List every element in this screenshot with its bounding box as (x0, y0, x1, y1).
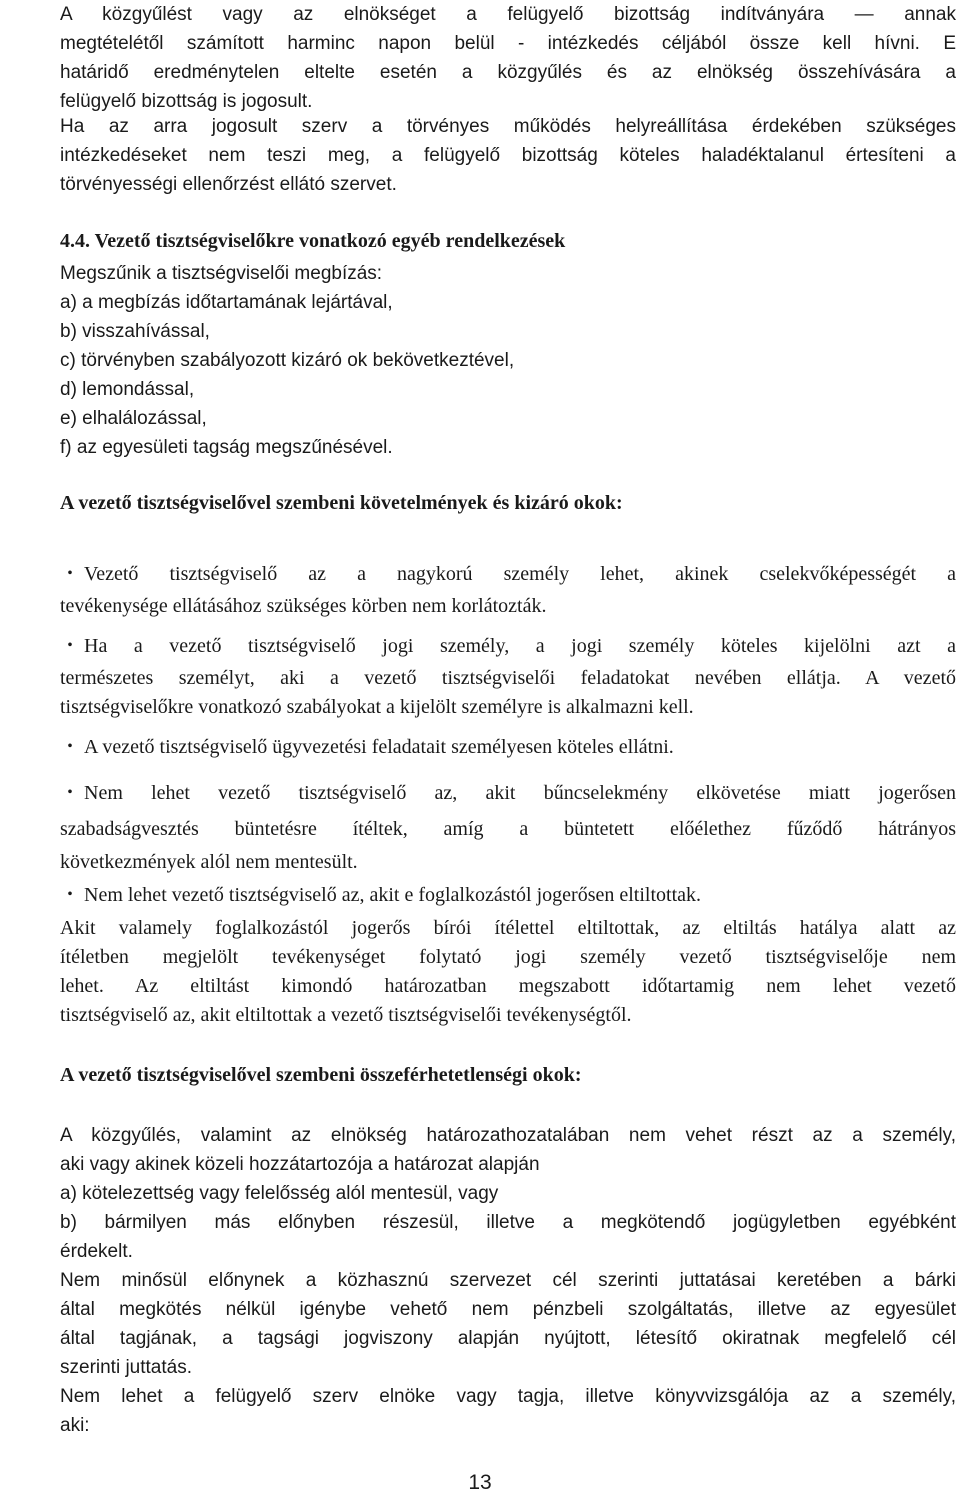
bullet-dot: ・ (60, 736, 80, 758)
list-item: d) lemondással, (60, 379, 195, 400)
bullet-item (60, 877, 956, 913)
paragraph-convening (60, 0, 956, 116)
text-line: b) bármilyen más előnyben részesül, illetve a megkötendő jogügyletben egyébként (60, 1212, 956, 1233)
paragraph-disqualification (60, 914, 956, 1030)
text-line: határidő eredménytelen eltelte esetén a közgyűlés és az elnökség összehívására a (60, 62, 956, 83)
list-item: a) a megbízás időtartamának lejártával, (60, 292, 393, 313)
text-line: ítéletben megjelölt tevékenységet folytató jogi személy vezető tisztségviselője nem (60, 946, 956, 968)
paragraph-not-advantage (60, 1266, 956, 1382)
text-line: Nem minősül előnynek a közhasznú szervezet cél szerinti juttatásai keretében a bárki (60, 1270, 956, 1291)
text-line: megtételétől számított harminc napon belül - intézkedés céljából össze kell hívni. E (60, 33, 956, 54)
bullet-dot: ・ (60, 635, 80, 657)
list-item: b) visszahívással, (60, 321, 210, 342)
requirements-heading: A vezető tisztségviselővel szembeni követelmények és kizáró okok: (60, 492, 623, 514)
bullet-item (60, 775, 956, 877)
text-line: szerinti juttatás. (60, 1357, 192, 1378)
text-line: ・ Ha a vezető tisztségviselő jogi személy, a jogi személy köteles kijelölni azt a (60, 628, 956, 664)
conflict-heading: A vezető tisztségviselővel szembeni összeférhetetlenségi okok: (60, 1064, 582, 1086)
bullet-dot: ・ (60, 782, 80, 804)
paragraph-conflict-decision (60, 1121, 956, 1266)
termination-list (60, 259, 956, 462)
text-line: által tagjának, a tagsági jogviszony alapján nyújtott, létesítő okiratnak megfelelő cél (60, 1328, 956, 1349)
text-line: lehet. Az eltiltást kimondó határozatban megszabott időtartamig nem lehet vezető (60, 975, 956, 997)
page-number: 13 (468, 1471, 492, 1494)
bullet-item (60, 729, 956, 765)
text-line: intézkedéseket nem teszi meg, a felügyelő bizottság köteles haladéktalanul értesíteni a (60, 145, 956, 166)
text-line: ・ Vezető tisztségviselő az a nagykorú személy lehet, akinek cselekvőképességét a (60, 556, 956, 592)
text-line: természetes személyt, aki a vezető tisztségviselői feladatokat nevében ellátja. A vezető (60, 667, 956, 689)
paragraph-notification (60, 112, 956, 199)
text-line: ・ Nem lehet vezető tisztségviselő az, akit e foglalkozástól jogerősen eltiltottak. (60, 877, 956, 913)
text-line: szabadságvesztés büntetésre ítéltek, amíg a büntetett előélethez fűződő hátrányos (60, 818, 956, 840)
list-item: f) az egyesületi tagság megszűnésével. (60, 437, 393, 458)
bullet-dot: ・ (60, 563, 80, 585)
section-heading-4-4: 4.4. Vezető tisztségviselőkre vonatkozó egyéb rendelkezések (60, 230, 566, 252)
list-item: e) elhalálozással, (60, 408, 207, 429)
text-line: törvényességi ellenőrzést ellátó szervet. (60, 174, 397, 195)
text-line: által megkötés nélkül igénybe vehető nem pénzbeli szolgáltatás, illetve az egyesület (60, 1299, 956, 1320)
bullet-dot: ・ (60, 884, 80, 906)
text-line: A közgyűlés, valamint az elnökség határozathozatalában nem vehet részt az a személy, (60, 1125, 956, 1146)
text-line: a) kötelezettség vagy felelősség alól mentesül, vagy (60, 1183, 499, 1204)
text-line: következmények alól nem mentesült. (60, 851, 358, 873)
bullet-item (60, 628, 956, 722)
text-line: érdekelt. (60, 1241, 133, 1262)
paragraph-supervisory-eligibility (60, 1382, 956, 1440)
list-item: c) törvényben szabályozott kizáró ok bekövetkeztével, (60, 350, 515, 371)
text-line: A közgyűlést vagy az elnökséget a felügyelő bizottság indítványára — annak (60, 4, 956, 25)
text-line: tisztségviselőkre vonatkozó szabályokat a kijelölt személyre is alkalmazni kell. (60, 696, 694, 718)
text-line: Nem lehet a felügyelő szerv elnöke vagy tagja, illetve könyvvizsgálója az a személy, (60, 1386, 956, 1407)
text-line: Ha az arra jogosult szerv a törvényes működés helyreállítása érdekében szükséges (60, 116, 956, 137)
text-line: tisztségviselő az, akit eltiltottak a vezető tisztségviselői tevékenységtől. (60, 1004, 632, 1026)
list-intro: Megszűnik a tisztségviselői megbízás: (60, 263, 383, 284)
text-line: Akit valamely foglalkozástól jogerős bírói ítélettel eltiltottak, az eltiltás hatálya alatt az (60, 917, 956, 939)
text-line: ・ Nem lehet vezető tisztségviselő az, akit bűncselekmény elkövetése miatt jogerősen (60, 775, 956, 811)
text-line: ・ A vezető tisztségviselő ügyvezetési feladatait személyesen köteles ellátni. (60, 729, 956, 765)
bullet-item (60, 556, 956, 621)
text-line: aki: (60, 1415, 90, 1436)
text-line: tevékenysége ellátásához szükséges körben nem korlátozták. (60, 595, 547, 617)
text-line: felügyelő bizottság is jogosult. (60, 91, 313, 112)
text-line: aki vagy akinek közeli hozzátartozója a határozat alapján (60, 1154, 540, 1175)
